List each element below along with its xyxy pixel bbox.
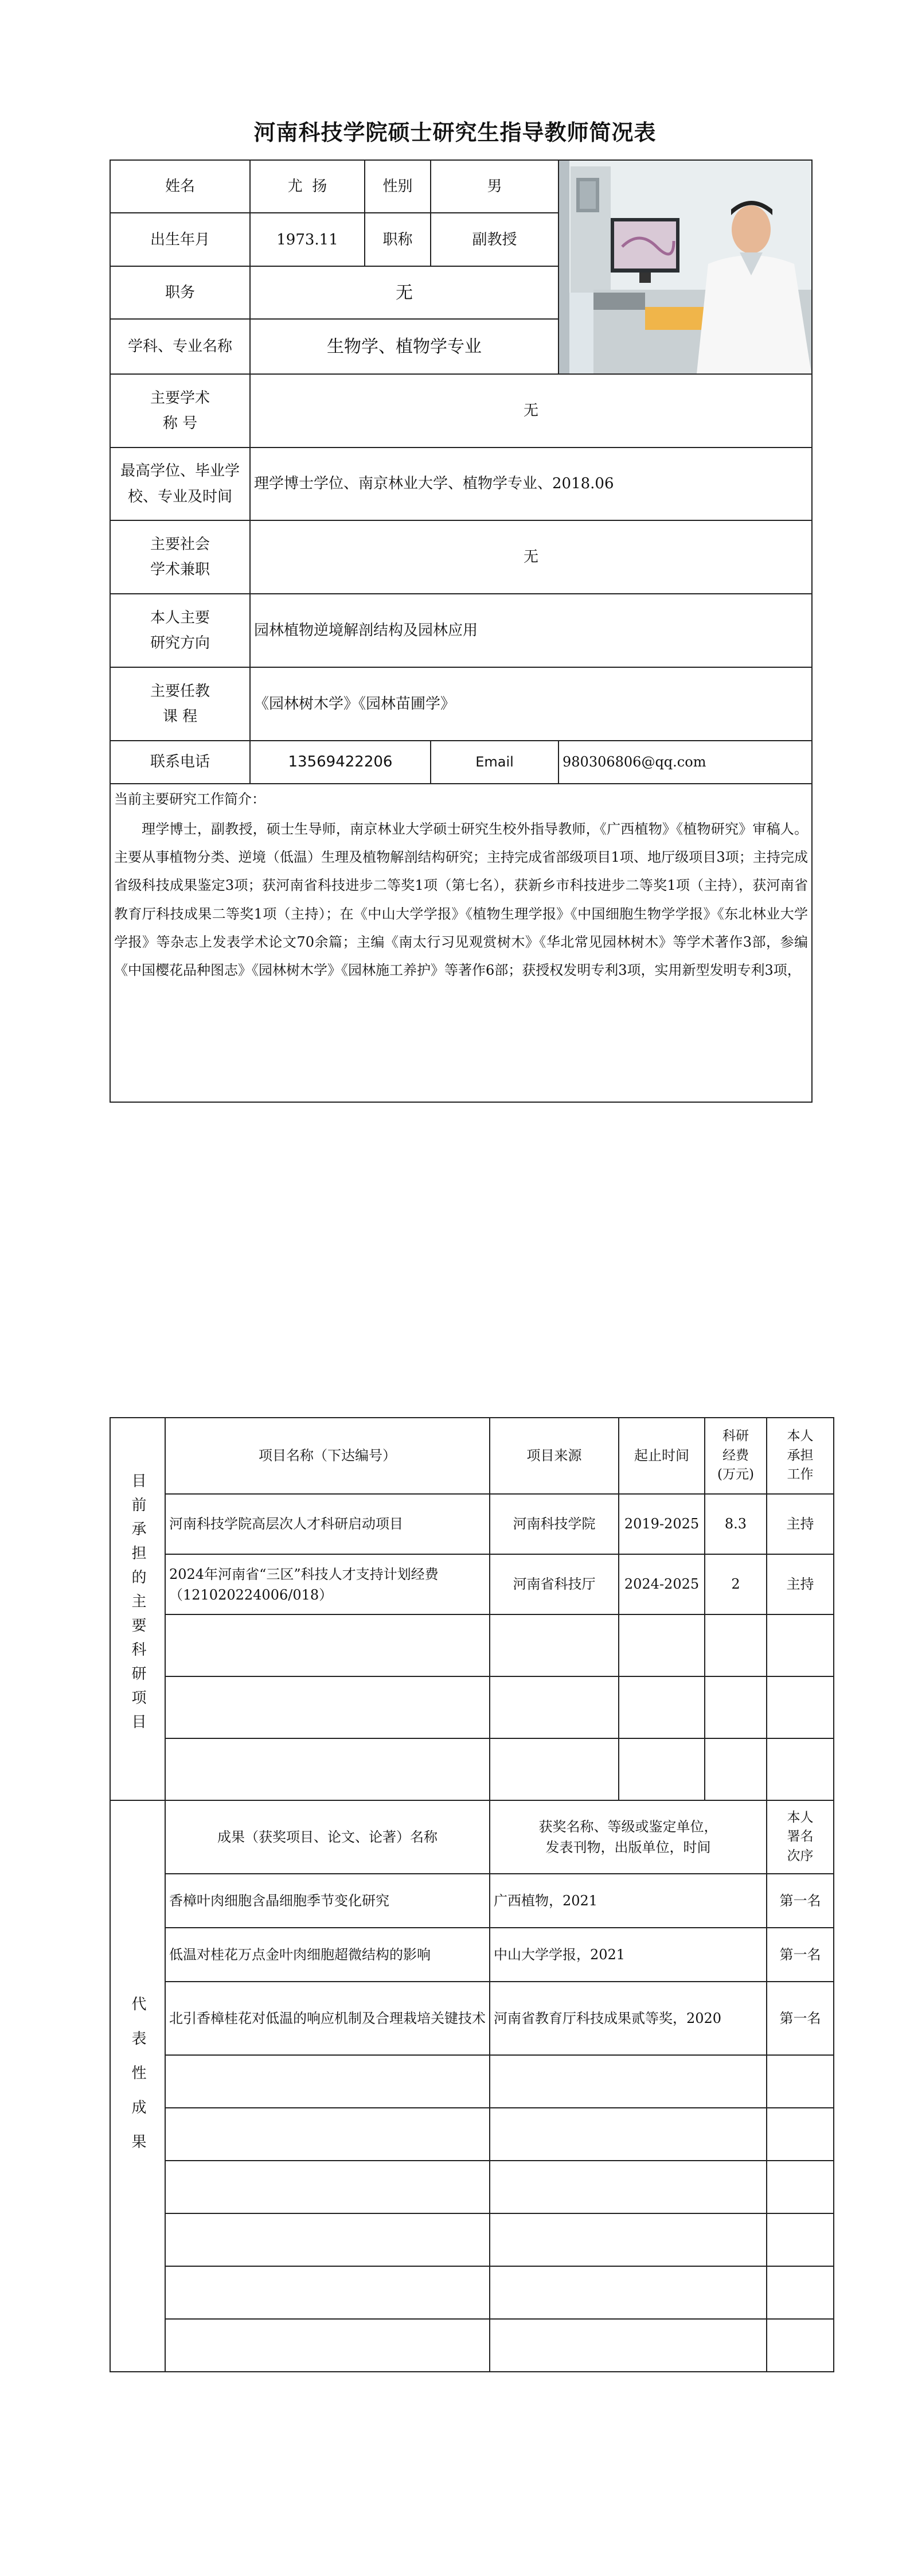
project-name: 河南科技学院高层次人才科研启动项目 xyxy=(165,1494,490,1554)
position-value: 无 xyxy=(250,266,559,319)
gender-label: 性别 xyxy=(365,160,431,213)
project-source-header: 项目来源 xyxy=(490,1418,619,1494)
courses-value: 《园林树木学》《园林苗圃学》 xyxy=(250,667,812,741)
phone-label: 联系电话 xyxy=(110,741,250,784)
table-row xyxy=(110,1982,834,2055)
research-table xyxy=(110,1417,834,2372)
achievement-rank: 第一名 xyxy=(767,1928,834,1982)
portrait-image xyxy=(559,161,811,373)
project-funding: 8.3 xyxy=(705,1494,767,1554)
degree-label: 最高学位、毕业学 校、专业及时间 xyxy=(110,448,250,520)
achievement-rank-header: 本人 署名 次序 xyxy=(767,1800,834,1874)
table-row-empty xyxy=(110,1614,834,1676)
name-value: 尤 扬 xyxy=(250,160,365,213)
project-source: 河南省科技厅 xyxy=(490,1554,619,1614)
table-row-empty xyxy=(110,1676,834,1738)
profile-table xyxy=(110,159,813,1103)
phone-value: 13569422206 xyxy=(250,741,431,784)
table-row-empty xyxy=(110,2319,834,2372)
courses-label: 主要任教 课 程 xyxy=(110,667,250,741)
achievement-venue: 中山大学学报，2021 xyxy=(490,1928,767,1982)
discipline-value: 生物学、植物学专业 xyxy=(250,319,559,374)
email-label: Email xyxy=(431,741,559,784)
table-row xyxy=(110,1554,834,1614)
name-label: 姓名 xyxy=(110,160,250,213)
academic-title-label: 主要学术 称 号 xyxy=(110,374,250,448)
project-period: 2019-2025 xyxy=(619,1494,705,1554)
birth-value: 1973.11 xyxy=(250,213,365,266)
project-period-header: 起止时间 xyxy=(619,1418,705,1494)
table-row xyxy=(110,1494,834,1554)
table-row-empty xyxy=(110,2108,834,2161)
project-role-header: 本人 承担 工作 xyxy=(767,1418,834,1494)
table-row-empty xyxy=(110,2266,834,2319)
table-row-empty xyxy=(110,2161,834,2213)
project-period: 2024-2025 xyxy=(619,1554,705,1614)
intro-body: 理学博士，副教授，硕士生导师，南京林业大学硕士研究生校外指导教师，《广西植物》《植物研究》审稿人。主要从事植物分类、逆境（低温）生理及植物解剖结构研究；主持完成省部级项目1项、地厅级项目3项；主持完成省级科技成果鉴定3项；获河南省科技进步二等奖1项（第七名），获新乡市科技进步二等奖1项（主持），获河南省教育厅科技成果二等奖1项（主持）；在《中山大学学报》《植物生理学报》《中国细胞生物学学报》《东北林业大学学报》等杂志上发表学术论文70余篇；主编《南太行习见观赏树木》《华北常见园林树木》等学术著作3部，参编《中国樱花品种图志》《园林树木学》《园林施工养护》等著作6部；获授权发明专利3项，实用新型发明专利3项， xyxy=(114,821,809,978)
table-row-empty xyxy=(110,1738,834,1800)
birth-label: 出生年月 xyxy=(110,213,250,266)
portrait-photo xyxy=(559,160,812,374)
title-value: 副教授 xyxy=(431,213,559,266)
project-name-header: 项目名称（下达编号） xyxy=(165,1418,490,1494)
degree-value: 理学博士学位、南京林业大学、植物学专业、2018.06 xyxy=(250,448,812,520)
social-label: 主要社会 学术兼职 xyxy=(110,520,250,594)
academic-title-value: 无 xyxy=(250,374,812,448)
page-title: 河南科技学院硕士研究生指导教师简况表 xyxy=(253,120,657,145)
table-row xyxy=(110,1874,834,1928)
research-label: 本人主要 研究方向 xyxy=(110,594,250,667)
table-row-empty xyxy=(110,2055,834,2108)
discipline-label: 学科、专业名称 xyxy=(110,319,250,374)
achievement-rank: 第一名 xyxy=(767,1874,834,1928)
achievement-name-header: 成果（获奖项目、论文、论著）名称 xyxy=(165,1800,490,1874)
project-funding: 2 xyxy=(705,1554,767,1614)
projects-section-label: 目前承担的主要科研项目 xyxy=(110,1418,165,1800)
project-source: 河南科技学院 xyxy=(490,1494,619,1554)
achievement-name: 香樟叶肉细胞含晶细胞季节变化研究 xyxy=(165,1874,490,1928)
research-value: 园林植物逆境解剖结构及园林应用 xyxy=(250,594,812,667)
intro-heading: 当前主要研究工作简介： xyxy=(114,791,265,807)
project-role: 主持 xyxy=(767,1554,834,1614)
project-funding-header: 科研 经费 (万元) xyxy=(705,1418,767,1494)
project-name: 2024年河南省“三区”科技人才支持计划经费（121020224006/018） xyxy=(165,1554,490,1614)
achievement-name: 低温对桂花万点金叶肉细胞超微结构的影响 xyxy=(165,1928,490,1982)
social-value: 无 xyxy=(250,520,812,594)
achievement-rank: 第一名 xyxy=(767,1982,834,2055)
achievement-venue-header: 获奖名称、等级或鉴定单位， 发表刊物，出版单位，时间 xyxy=(490,1800,767,1874)
gender-value: 男 xyxy=(431,160,559,213)
intro-cell xyxy=(110,784,812,1102)
title-label: 职称 xyxy=(365,213,431,266)
achievements-section-label: 代表性成果 xyxy=(110,1800,165,2372)
achievement-name: 北引香樟桂花对低温的响应机制及合理栽培关键技术 xyxy=(165,1982,490,2055)
table-row-empty xyxy=(110,2213,834,2266)
achievement-venue: 广西植物，2021 xyxy=(490,1874,767,1928)
position-label: 职务 xyxy=(110,266,250,319)
project-role: 主持 xyxy=(767,1494,834,1554)
email-value: 980306806@qq.com xyxy=(559,741,812,784)
achievement-venue: 河南省教育厅科技成果贰等奖，2020 xyxy=(490,1982,767,2055)
table-row xyxy=(110,1928,834,1982)
